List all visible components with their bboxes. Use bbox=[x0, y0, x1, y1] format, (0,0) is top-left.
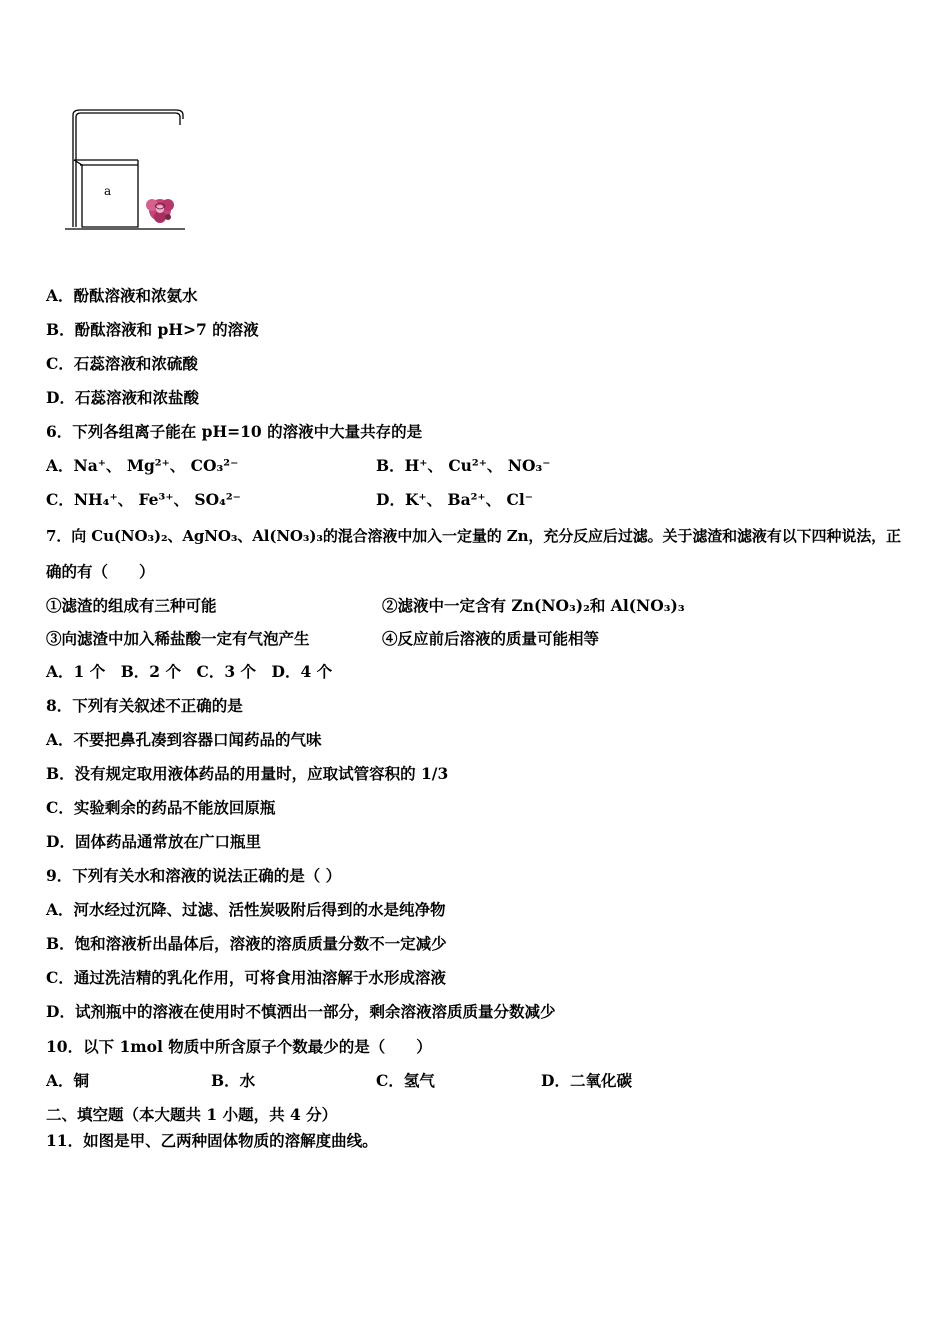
q7-statement-3: ③向滤渣中加入稀盐酸一定有气泡产生 bbox=[46, 629, 310, 648]
beaker-label: a bbox=[104, 184, 112, 198]
q8-option-a: A．不要把鼻孔凑到容器口闻药品的气味 bbox=[46, 730, 322, 749]
q9-option-b: B．饱和溶液析出晶体后，溶液的溶质质量分数不一定减少 bbox=[46, 934, 447, 953]
q10-option-b: B．水 bbox=[211, 1071, 256, 1090]
bell-jar-figure bbox=[60, 105, 200, 235]
q7-statement-1: ①滤渣的组成有三种可能 bbox=[46, 596, 217, 615]
q10-option-a: A．铜 bbox=[46, 1071, 90, 1090]
q7-options: A．1 个 B．2 个 C．3 个 D．4 个 bbox=[46, 662, 333, 681]
q7-statement-2: ②滤液中一定含有 Zn(NO₃)₂和 Al(NO₃)₃ bbox=[382, 596, 685, 615]
q8-option-c: C．实验剩余的药品不能放回原瓶 bbox=[46, 798, 276, 817]
q6-option-d: D．K⁺、 Ba²⁺、 Cl⁻ bbox=[376, 490, 533, 509]
q8-stem: 8．下列有关叙述不正确的是 bbox=[46, 696, 243, 715]
q5-option-c: C．石蕊溶液和浓硫酸 bbox=[46, 354, 198, 373]
q9-option-a: A．河水经过沉降、过滤、活性炭吸附后得到的水是纯净物 bbox=[46, 900, 446, 919]
q6-option-b: B．H⁺、 Cu²⁺、 NO₃⁻ bbox=[376, 456, 551, 475]
q7-stem-line1: 7．向 Cu(NO₃)₂、AgNO₃、Al(NO₃)₃的混合溶液中加入一定量的 Zn，充分反应后过滤。关于滤渣和滤液有以下四种说法，正 bbox=[46, 527, 901, 545]
q9-option-d: D．试剂瓶中的溶液在使用时不慎洒出一部分，剩余溶液溶质质量分数减少 bbox=[46, 1002, 556, 1021]
q5-option-a: A．酚酞溶液和浓氨水 bbox=[46, 286, 198, 305]
q6-option-c: C．NH₄⁺、 Fe³⁺、 SO₄²⁻ bbox=[46, 490, 241, 509]
q5-option-d: D．石蕊溶液和浓盐酸 bbox=[46, 388, 199, 407]
q10-option-c: C．氢气 bbox=[376, 1071, 435, 1090]
q9-stem: 9．下列有关水和溶液的说法正确的是（ ） bbox=[46, 866, 342, 885]
section-heading: 二、填空题（本大题共 1 小题，共 4 分） bbox=[46, 1105, 338, 1124]
q6-stem: 6．下列各组离子能在 pH=10 的溶液中大量共存的是 bbox=[46, 422, 423, 441]
q7-stem-line2: 确的有（ ） bbox=[46, 562, 155, 581]
q5-option-b: B．酚酞溶液和 pH>7 的溶液 bbox=[46, 320, 259, 339]
q10-stem: 10．以下 1mol 物质中所含原子个数最少的是（ ） bbox=[46, 1037, 432, 1056]
q8-option-d: D．固体药品通常放在广口瓶里 bbox=[46, 832, 261, 851]
flower-icon bbox=[146, 199, 174, 223]
q8-option-b: B．没有规定取用液体药品的用量时，应取试管容积的 1/3 bbox=[46, 764, 449, 783]
q11-stem: 11．如图是甲、乙两种固体物质的溶解度曲线。 bbox=[46, 1131, 378, 1150]
q7-statement-4: ④反应前后溶液的质量可能相等 bbox=[382, 629, 600, 648]
q6-option-a: A．Na⁺、 Mg²⁺、 CO₃²⁻ bbox=[46, 456, 239, 475]
q9-option-c: C．通过洗洁精的乳化作用，可将食用油溶解于水形成溶液 bbox=[46, 968, 446, 987]
q10-option-d: D．二氧化碳 bbox=[541, 1071, 632, 1090]
